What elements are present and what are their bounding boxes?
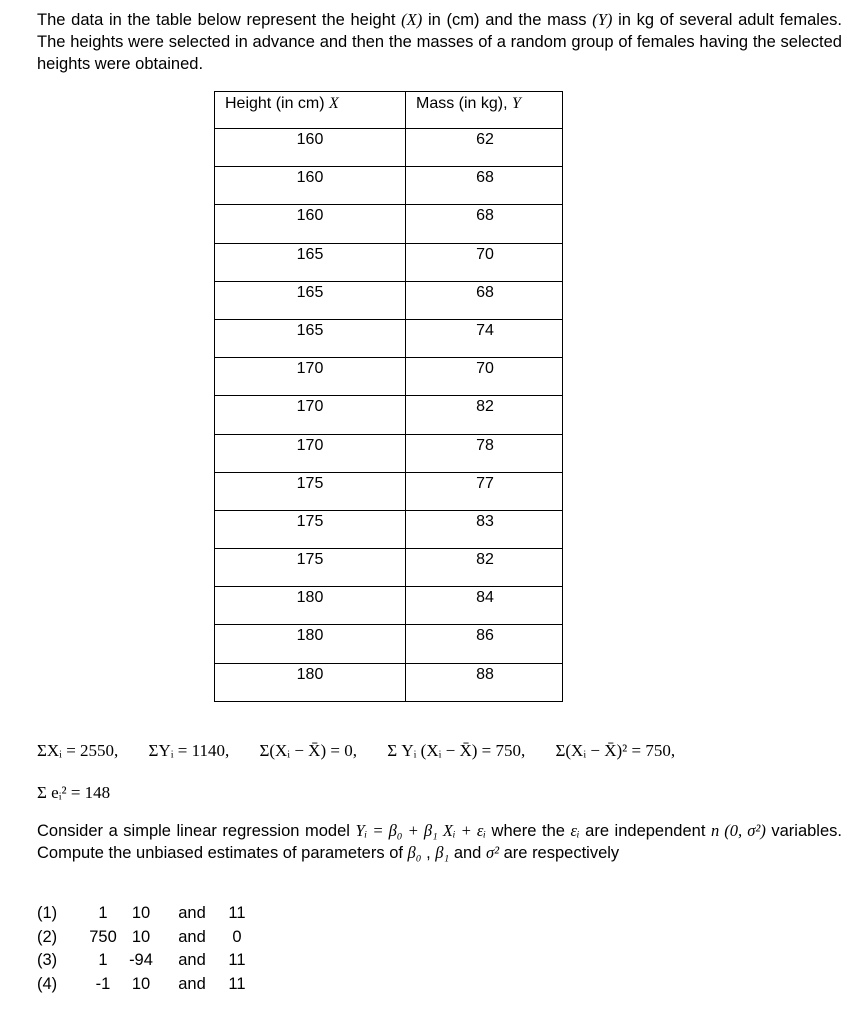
question-paragraph: Consider a simple linear regression model Yᵢ = β₀ + β₁ Xᵢ + εᵢ where the εᵢ are independent n (0, σ²) variables. Compute the unbiased estimates of parameters of β₀ , β₁ and σ² are respectively — [37, 821, 842, 862]
table-row — [215, 396, 563, 434]
summary-statistics — [37, 741, 847, 761]
height-cell: 170 — [215, 358, 406, 396]
mass-cell: 88 — [406, 663, 563, 701]
option-and: and — [178, 974, 206, 993]
sum-deviation: Σ(Xᵢ − X̄) = 0, — [259, 741, 357, 760]
table-row — [215, 358, 563, 396]
option-value-c: 11 — [228, 904, 246, 922]
mass-cell: 83 — [406, 510, 563, 548]
option-number: (1) — [37, 904, 58, 922]
header-height: Height (in cm) X — [215, 92, 406, 129]
mass-cell: 68 — [406, 167, 563, 205]
option-value-b: 10 — [131, 904, 151, 922]
height-cell: 180 — [215, 587, 406, 625]
table-row — [215, 434, 563, 472]
height-cell: 170 — [215, 434, 406, 472]
intro-text-1: The data in the table below represent the height — [37, 11, 402, 29]
sum-x: ΣXᵢ = 2550, — [37, 741, 119, 760]
mass-cell: 84 — [406, 587, 563, 625]
table-header-row — [215, 92, 563, 129]
answer-options — [37, 902, 251, 996]
regression-model: Yᵢ = β₀ + β₁ Xᵢ + εᵢ — [355, 821, 486, 840]
option-value-a: -1 — [95, 974, 111, 993]
option-value-b: 10 — [131, 974, 151, 993]
error-distribution: n (0, σ²) — [710, 821, 766, 840]
height-cell: 175 — [215, 549, 406, 587]
intro-text-3: in kg of several adult females. The heights were selected in advance and then the masses of a random group of females having the selected heights were obtained. — [37, 11, 842, 73]
mass-cell: 86 — [406, 625, 563, 663]
intro-text-2: in (cm) and the mass — [422, 11, 593, 29]
option-value-c: 11 — [228, 951, 246, 969]
height-mass-table — [214, 91, 563, 702]
option-and: and — [178, 951, 206, 969]
intro-x-symbol: (X) — [401, 10, 423, 29]
option-number: (4) — [37, 974, 58, 993]
option-and: and — [178, 927, 206, 946]
mass-cell: 77 — [406, 472, 563, 510]
table-row — [215, 510, 563, 548]
mass-cell: 82 — [406, 396, 563, 434]
option-and: and — [178, 904, 206, 922]
intro-paragraph — [37, 9, 842, 75]
answer-option[interactable] — [37, 949, 251, 973]
table-row — [215, 167, 563, 205]
table-row — [215, 587, 563, 625]
height-cell: 160 — [215, 167, 406, 205]
sum-y-deviation: Σ Yᵢ (Xᵢ − X̄) = 750, — [387, 741, 526, 760]
option-number: (3) — [37, 951, 58, 969]
height-cell: 165 — [215, 281, 406, 319]
answer-option[interactable] — [37, 926, 251, 950]
option-value-c: 0 — [232, 927, 242, 946]
table-row — [215, 663, 563, 701]
header-mass: Mass (in kg), Y — [406, 92, 563, 129]
table-row — [215, 472, 563, 510]
mass-cell: 68 — [406, 281, 563, 319]
intro-y-symbol: (Y) — [592, 10, 613, 29]
height-cell: 180 — [215, 663, 406, 701]
height-cell: 165 — [215, 243, 406, 281]
mass-cell: 70 — [406, 358, 563, 396]
option-value-b: -94 — [129, 951, 153, 969]
table-row — [215, 319, 563, 357]
table-row — [215, 549, 563, 587]
answer-option[interactable] — [37, 973, 251, 997]
sum-y: ΣYᵢ = 1140, — [148, 741, 230, 760]
table-row — [215, 625, 563, 663]
table-row — [215, 281, 563, 319]
mass-cell: 78 — [406, 434, 563, 472]
table-row — [215, 243, 563, 281]
table-row — [215, 129, 563, 167]
height-cell: 160 — [215, 129, 406, 167]
option-number: (2) — [37, 927, 58, 946]
mass-cell: 74 — [406, 319, 563, 357]
answer-option[interactable] — [37, 902, 251, 926]
mass-cell: 70 — [406, 243, 563, 281]
table-body — [215, 129, 563, 702]
height-cell: 170 — [215, 396, 406, 434]
option-value-b: 10 — [131, 927, 151, 946]
sum-residuals-squared: Σ eᵢ² = 148 — [37, 783, 111, 802]
option-value-a: 1 — [98, 951, 108, 969]
height-cell: 175 — [215, 510, 406, 548]
table-row — [215, 205, 563, 243]
height-cell: 165 — [215, 319, 406, 357]
sum-squared-deviation: Σ(Xᵢ − X̄)² = 750, — [555, 741, 676, 760]
option-value-c: 11 — [228, 974, 246, 993]
mass-cell: 62 — [406, 129, 563, 167]
option-value-a: 750 — [89, 927, 117, 946]
mass-cell: 82 — [406, 549, 563, 587]
height-cell: 175 — [215, 472, 406, 510]
mass-cell: 68 — [406, 205, 563, 243]
height-cell: 180 — [215, 625, 406, 663]
option-value-a: 1 — [98, 904, 108, 922]
height-cell: 160 — [215, 205, 406, 243]
